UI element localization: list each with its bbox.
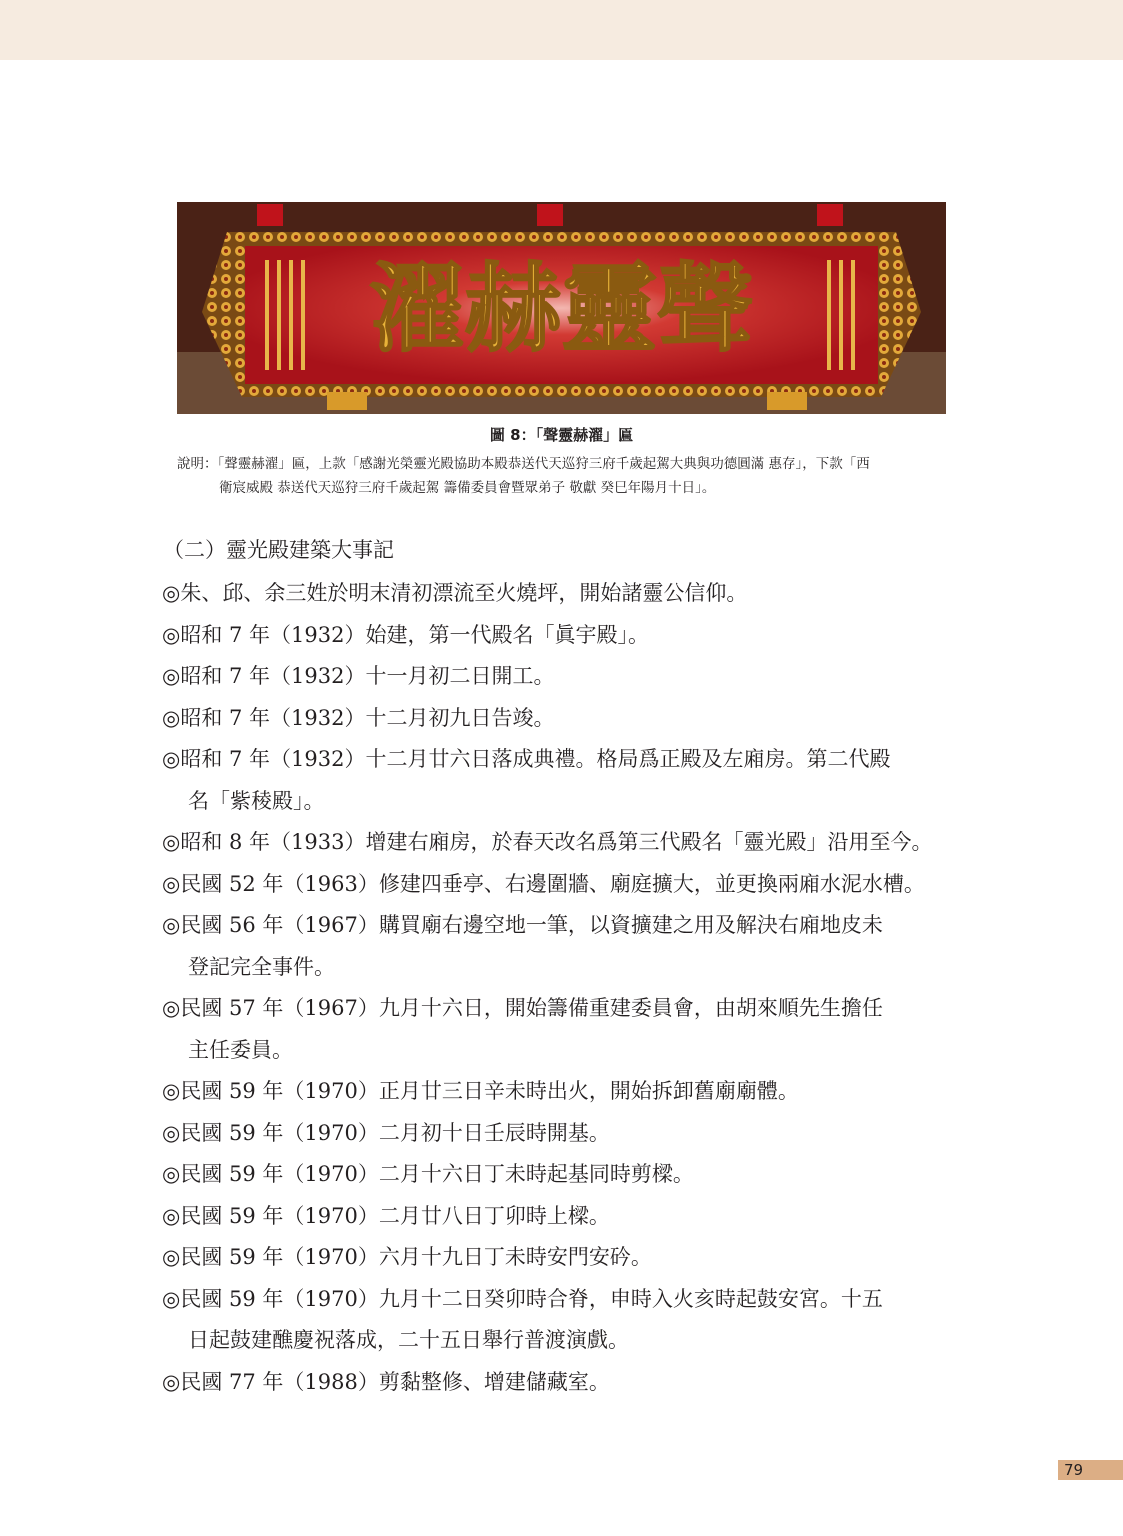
list-item: ◎民國 59 年（1970）正月廿三日辛未時出火，開始拆卸舊廟廟體。 [162,1079,799,1103]
list-item: ◎民國 56 年（1967）購買廟右邊空地一筆，以資擴建之用及解決右廂地皮未 登記完全事件。 [162,913,883,979]
figure-caption: 圖 8：「聲靈赫濯」匾 [489,426,634,444]
list-item: ◎民國 59 年（1970）九月十二日癸卯時合脊，申時入火亥時起鼓安宮。十五 日起鼓建醮慶祝落成，二十五日舉行普渡演戲。 [162,1286,883,1352]
section-title: （二）靈光殿建築大事記 [163,538,394,562]
list-item: ◎昭和 7 年（1932）十二月廿六日落成典禮。格局爲正殿及左廂房。第二代殿 名「紫稜殿」。 [162,747,891,813]
event-list [162,573,962,1403]
plaque-image [177,202,946,414]
figure-note [177,452,949,500]
list-item: ◎民國 57 年（1967）九月十六日，開始籌備重建委員會，由胡來順先生擔任 主任委員。 [162,996,883,1062]
list-item: ◎朱、邱、余三姓於明末清初漂流至火燒坪，開始諸靈公信仰。 [162,581,748,605]
note-line-2: 衛宸威殿 恭送代天巡狩三府千歲起駕 籌備委員會暨眾弟子 敬獻 癸巳年陽月十日」。 [219,480,716,496]
list-item: ◎昭和 7 年（1932）始建，第一代殿名「眞宇殿」。 [162,622,649,647]
list-item: ◎民國 59 年（1970）六月十九日丁未時安門安砛。 [162,1245,652,1269]
plaque-text: 聲靈赫濯 [369,252,753,365]
list-item: ◎昭和 7 年（1932）十一月初二日開工。 [162,664,555,688]
page-number: 79 [1058,1460,1123,1480]
list-item: ◎民國 59 年（1970）二月初十日壬辰時開基。 [162,1120,610,1145]
top-band [0,0,1123,60]
plaque-photo [177,202,946,414]
list-item: ◎民國 59 年（1970）二月廿八日丁卯時上樑。 [162,1203,610,1228]
list-item: ◎昭和 8 年（1933）增建右廂房，於春天改名爲第三代殿名「靈光殿」沿用至今。 [162,830,933,854]
note-line-1: 說明：「聲靈赫濯」匾，上款「感謝光榮靈光殿協助本殿恭送代天巡狩三府千歲起駕大典與功德圓滿 惠存」，下款「西 [177,456,870,472]
list-item: ◎民國 77 年（1988）剪黏整修、增建儲藏室。 [162,1369,610,1394]
list-item: ◎民國 52 年（1963）修建四垂亭、右邊圍牆、廟庭擴大，並更換兩廂水泥水槽。 [162,871,925,896]
list-item: ◎昭和 7 年（1932）十二月初九日告竣。 [162,705,555,730]
list-item: ◎民國 59 年（1970）二月十六日丁未時起基同時剪樑。 [162,1162,694,1186]
